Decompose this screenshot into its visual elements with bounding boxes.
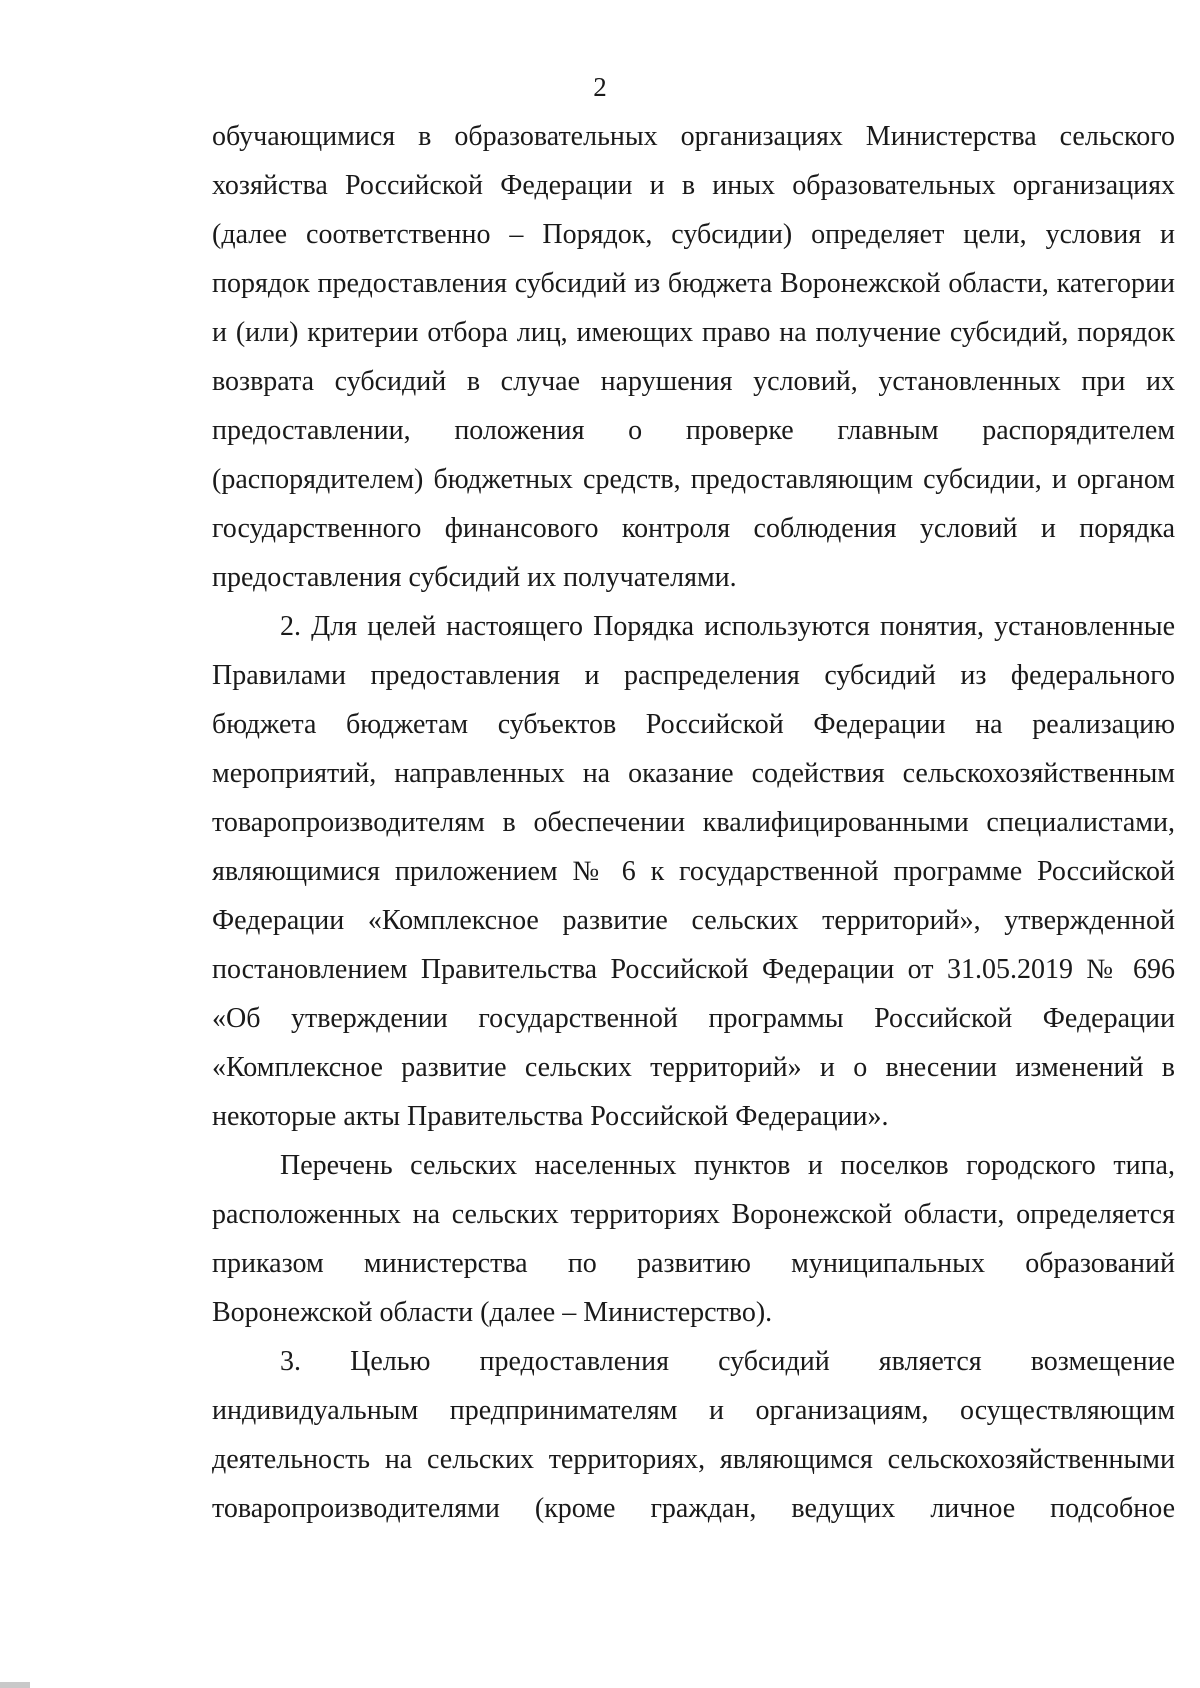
scan-edge-mark [0,1682,30,1688]
paragraph-rural-settlements-list: Перечень сельских населенных пунктов и поселков городского типа, расположенных на сельских территориях Воронежской области, определяется приказом министерства по развитию муниципальных образований Воронежской области (далее – Министерство). [212,1150,1175,1328]
paragraph-item-2-definitions: 2. Для целей настоящего Порядка используются понятия, установленные Правилами предоставления и распределения субсидий из федерального бюджета бюджетам субъектов Российской Федерации на реализацию мероприятий, направленных на оказание содействия сельскохозяйственным товаропроизводителям в обеспечении квалифицированными специалистами, являющимися приложением № 6 к государственной программе Российской Федерации «Комплексное развитие сельских территорий», утвержденной постановлением Правительства Российской Федерации от 31.05.2019 № 696 «Об утверждении государственной программы Российской Федерации «Комплексное развитие сельских территорий» и о внесении изменений в некоторые акты Правительства Российской Федерации». [212,611,1175,1132]
document-body [212,112,1175,1533]
paragraph-item-3-goal: 3. Целью предоставления субсидий является возмещение индивидуальным предпринимателям и организациям, осуществляющим деятельность на сельских территориях, являющимся сельскохозяйственными товаропроизводителями (кроме граждан, ведущих личное подсобное [212,1346,1175,1524]
page-number: 2 [593,72,607,102]
paragraph-purpose-continuation: обучающимися в образовательных организациях Министерства сельского хозяйства Российской Федерации и в иных образовательных организациях (далее соответственно – Порядок, субсидии) определяет цели, условия и порядок предоставления субсидий из бюджета Воронежской области, категории и (или) критерии отбора лиц, имеющих право на получение субсидий, порядок возврата субсидий в случае нарушения условий, установленных при их предоставлении, положения о проверке главным распорядителем (распорядителем) бюджетных средств, предоставляющим субсидии, и органом государственного финансового контроля соблюдения условий и порядка предоставления субсидий их получателями. [212,121,1175,593]
